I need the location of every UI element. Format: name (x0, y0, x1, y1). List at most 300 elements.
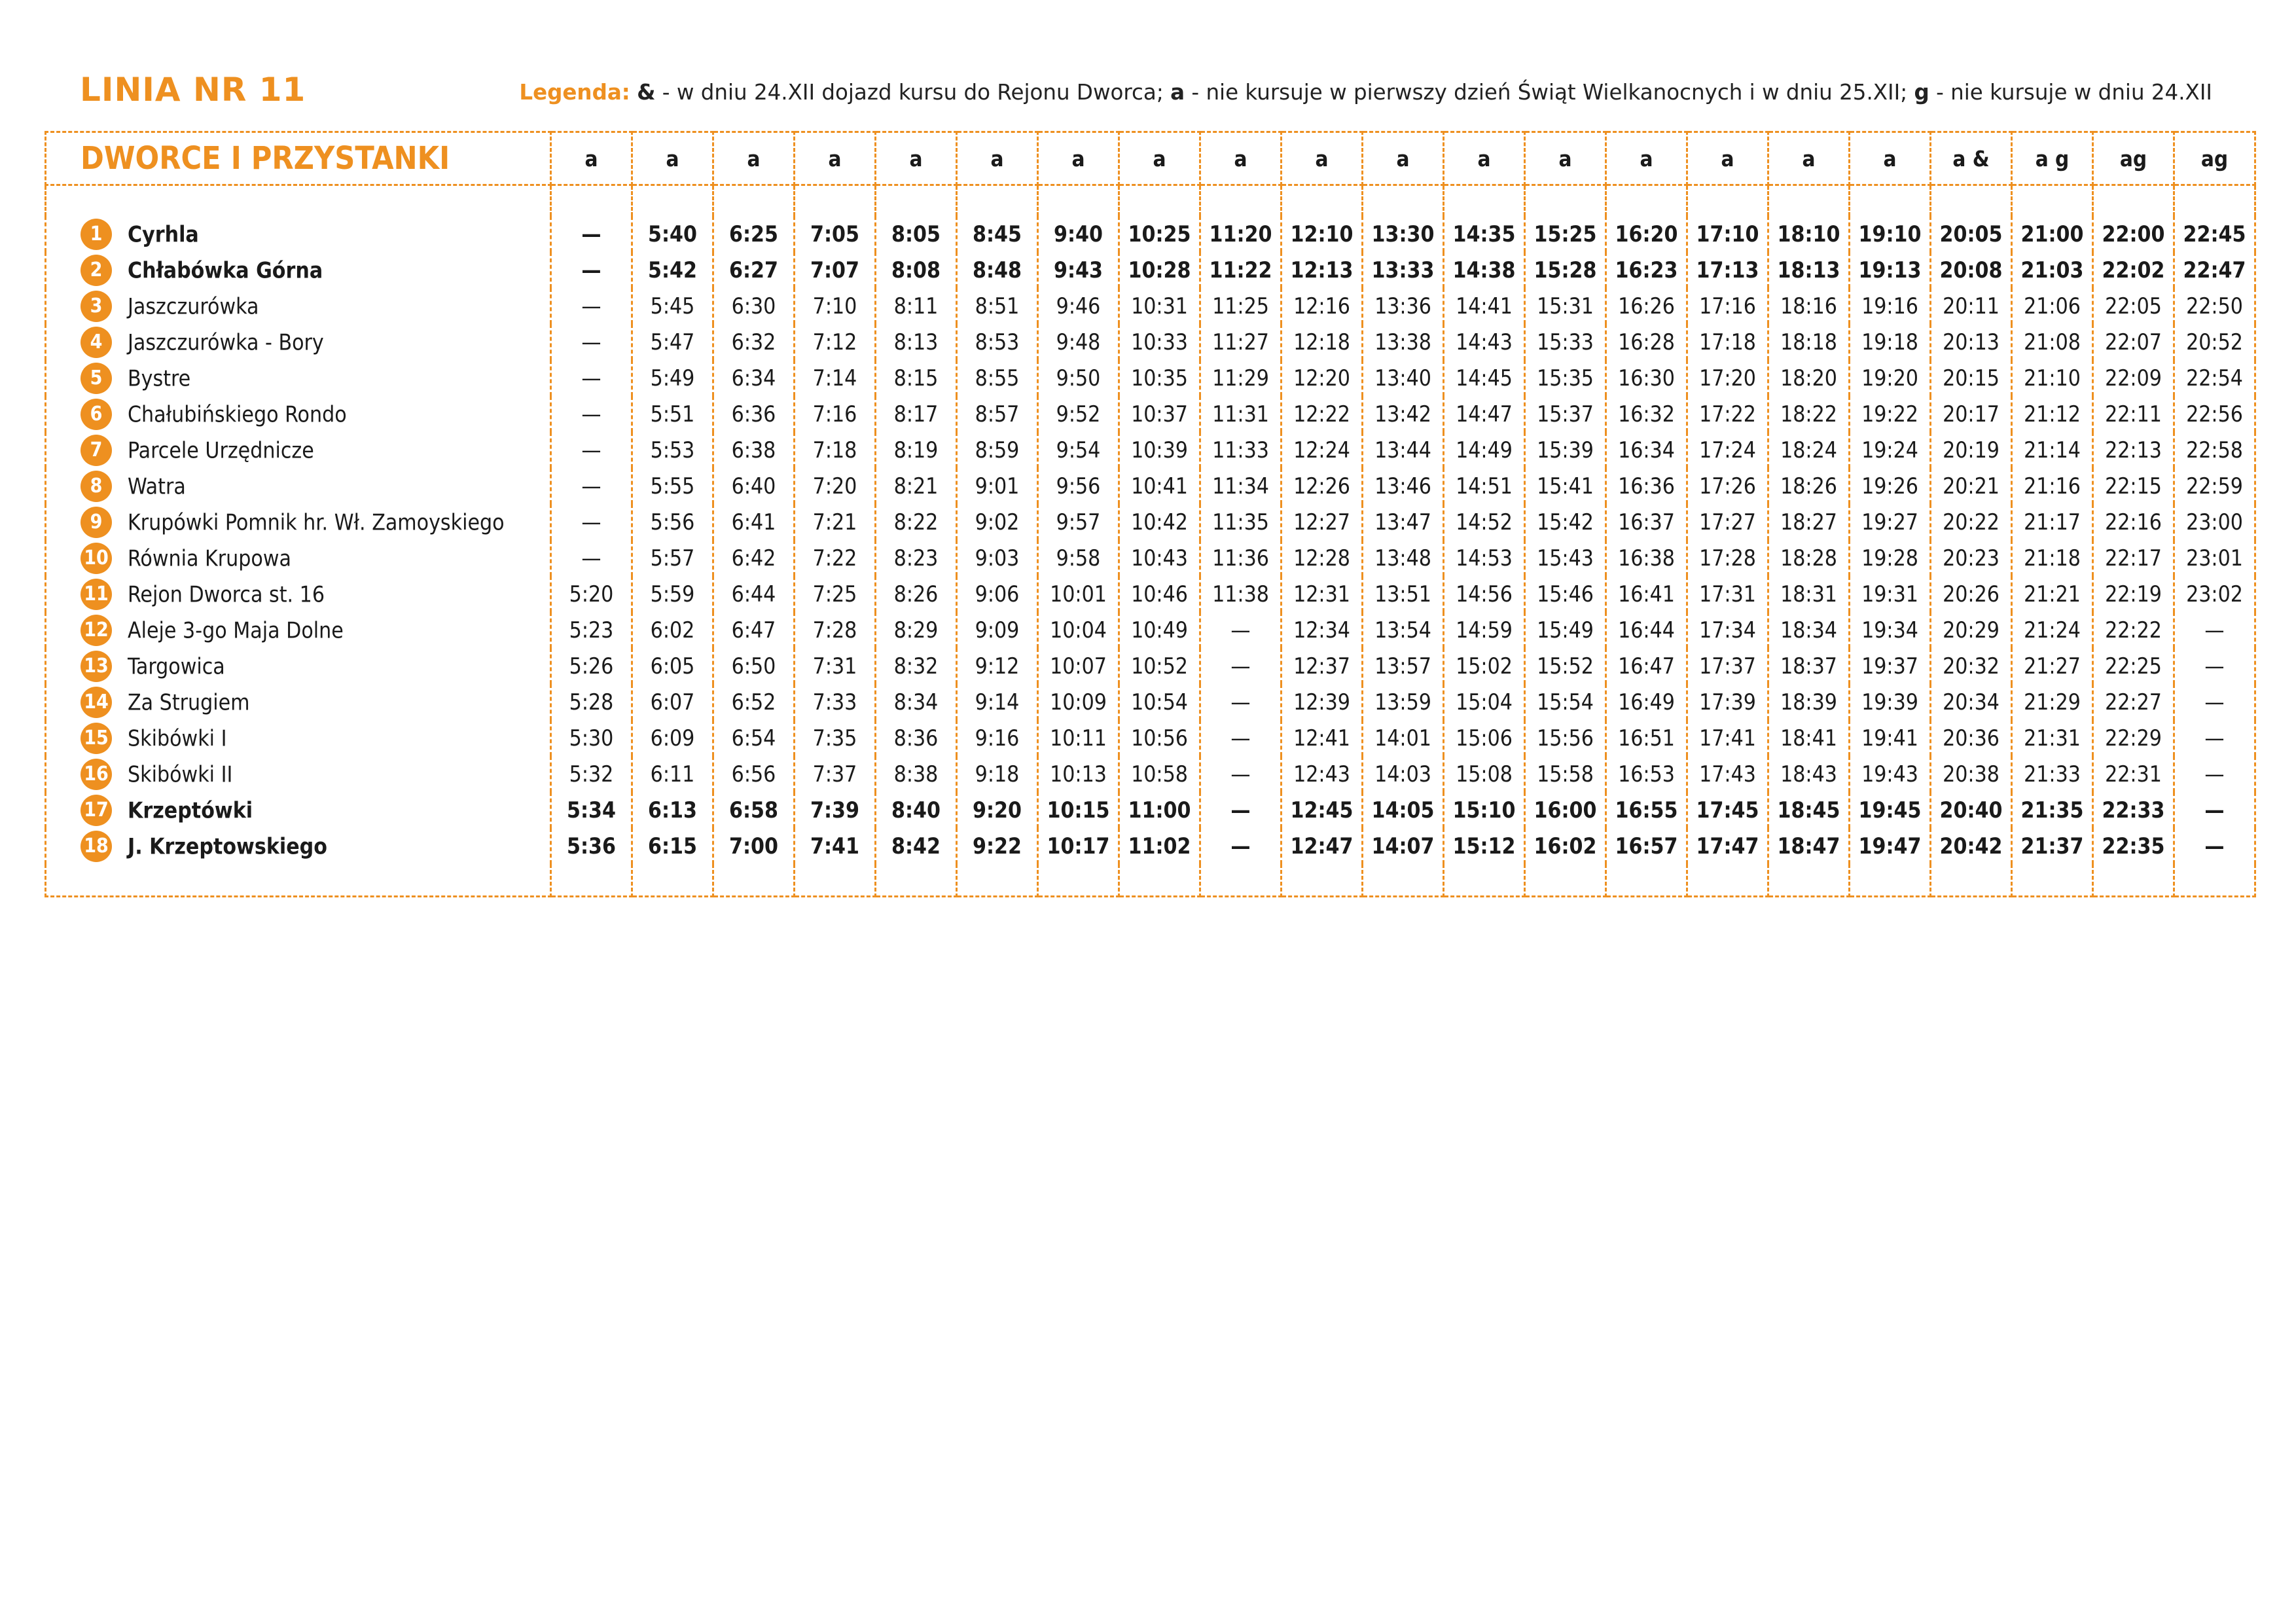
departure-time: 8:34 (876, 684, 957, 720)
departure-time: 6:47 (713, 612, 795, 648)
departure-time: 8:53 (957, 324, 1038, 360)
departure-time: 22:07 (2093, 324, 2174, 360)
departure-time: 17:39 (1687, 684, 1768, 720)
stop-number-badge: 18 (81, 831, 112, 862)
departure-time: 22:02 (2093, 252, 2174, 288)
departure-time: — (1200, 720, 1282, 756)
departure-time: 19:13 (1850, 252, 1931, 288)
stop-name: Skibówki II (128, 761, 233, 787)
departure-time: 13:36 (1363, 288, 1444, 324)
empty-cell (1038, 185, 1119, 217)
departure-time: 6:09 (632, 720, 713, 756)
stop-cell (46, 576, 551, 612)
empty-cell (1282, 185, 1363, 217)
departure-time: 15:33 (1525, 324, 1606, 360)
departure-time: 22:50 (2174, 288, 2255, 324)
stop-number-badge: 7 (81, 435, 112, 466)
departure-time: 7:25 (795, 576, 876, 612)
stop-cell (46, 396, 551, 432)
departure-time: 22:22 (2093, 612, 2174, 648)
stop-name: Bystre (128, 365, 191, 391)
departure-time: 8:32 (876, 648, 957, 684)
departure-time: 18:20 (1768, 360, 1850, 396)
departure-time: 13:40 (1363, 360, 1444, 396)
legend-text: - nie kursuje w pierwszy dzień Świąt Wielkanocnych i w dniu 25.XII; (1185, 80, 1914, 105)
departure-time: 20:23 (1931, 540, 2012, 576)
departure-time: 18:34 (1768, 612, 1850, 648)
empty-cell (46, 185, 551, 217)
departure-time: 22:19 (2093, 576, 2174, 612)
stop-number-badge: 14 (81, 687, 112, 718)
table-row (46, 756, 2255, 792)
departure-time: 9:56 (1038, 468, 1119, 504)
departure-time: 10:52 (1119, 648, 1200, 684)
departure-time: 11:27 (1200, 324, 1282, 360)
departure-time: — (1200, 756, 1282, 792)
departure-time: 17:10 (1687, 216, 1768, 252)
departure-time: 19:43 (1850, 756, 1931, 792)
departure-time: 9:52 (1038, 396, 1119, 432)
departure-time: 22:16 (2093, 504, 2174, 540)
departure-time: 15:08 (1444, 756, 1525, 792)
departure-time: 12:27 (1282, 504, 1363, 540)
departure-time: 21:37 (2012, 828, 2093, 864)
departure-time: 5:49 (632, 360, 713, 396)
departure-time: — (1200, 612, 1282, 648)
departure-time: 13:48 (1363, 540, 1444, 576)
course-header: a g (2012, 132, 2093, 185)
departure-time: 22:56 (2174, 396, 2255, 432)
empty-cell (1606, 185, 1687, 217)
departure-time: 10:43 (1119, 540, 1200, 576)
departure-time: 19:45 (1850, 792, 1931, 828)
departure-time: 8:23 (876, 540, 957, 576)
departure-time: 21:00 (2012, 216, 2093, 252)
empty-cell (632, 185, 713, 217)
departure-time: 8:21 (876, 468, 957, 504)
departure-time: 22:54 (2174, 360, 2255, 396)
departure-time: 6:36 (713, 396, 795, 432)
departure-time: 12:18 (1282, 324, 1363, 360)
empty-cell (713, 185, 795, 217)
departure-time: 22:11 (2093, 396, 2174, 432)
departure-time: 16:00 (1525, 792, 1606, 828)
departure-time: 16:20 (1606, 216, 1687, 252)
departure-time: — (551, 468, 632, 504)
departure-time: 10:58 (1119, 756, 1200, 792)
departure-time: 21:29 (2012, 684, 2093, 720)
departure-time: 10:13 (1038, 756, 1119, 792)
course-header: a (1606, 132, 1687, 185)
departure-time: 19:22 (1850, 396, 1931, 432)
departure-time: 10:54 (1119, 684, 1200, 720)
departure-time: 13:59 (1363, 684, 1444, 720)
departure-time: 7:33 (795, 684, 876, 720)
stop-name: Krupówki Pomnik hr. Wł. Zamoyskiego (128, 509, 505, 535)
stop-name: Parcele Urzędnicze (128, 437, 314, 463)
departure-time: 16:26 (1606, 288, 1687, 324)
empty-cell (2093, 864, 2174, 897)
departure-time: 15:25 (1525, 216, 1606, 252)
departure-time: 18:41 (1768, 720, 1850, 756)
departure-time: 8:57 (957, 396, 1038, 432)
stop-name: Skibówki I (128, 725, 227, 751)
table-row (46, 504, 2255, 540)
departure-time: 9:06 (957, 576, 1038, 612)
course-header: ag (2174, 132, 2255, 185)
departure-time: 8:51 (957, 288, 1038, 324)
departure-time: 9:09 (957, 612, 1038, 648)
departure-time: 12:47 (1282, 828, 1363, 864)
departure-time: 21:17 (2012, 504, 2093, 540)
stop-number-badge: 11 (81, 579, 112, 610)
departure-time: 14:49 (1444, 432, 1525, 468)
departure-time: 17:28 (1687, 540, 1768, 576)
departure-time: 8:26 (876, 576, 957, 612)
departure-time: — (2174, 648, 2255, 684)
departure-time: 6:34 (713, 360, 795, 396)
course-header: a (713, 132, 795, 185)
departure-time: 7:16 (795, 396, 876, 432)
departure-time: 22:05 (2093, 288, 2174, 324)
departure-time: 11:20 (1200, 216, 1282, 252)
departure-time: 7:20 (795, 468, 876, 504)
departure-time: 22:58 (2174, 432, 2255, 468)
departure-time: 15:58 (1525, 756, 1606, 792)
table-row (46, 288, 2255, 324)
departure-time: 19:18 (1850, 324, 1931, 360)
table-row (46, 432, 2255, 468)
table-row (46, 216, 2255, 252)
course-header: a (632, 132, 713, 185)
departure-time: 20:22 (1931, 504, 2012, 540)
departure-time: 14:35 (1444, 216, 1525, 252)
stop-cell (46, 504, 551, 540)
departure-time: 6:07 (632, 684, 713, 720)
departure-time: 17:31 (1687, 576, 1768, 612)
departure-time: 15:35 (1525, 360, 1606, 396)
departure-time: 19:39 (1850, 684, 1931, 720)
departure-time: 22:00 (2093, 216, 2174, 252)
departure-time: 5:23 (551, 612, 632, 648)
departure-time: 6:32 (713, 324, 795, 360)
departure-time: — (2174, 792, 2255, 828)
empty-cell (2174, 864, 2255, 897)
departure-time: 12:41 (1282, 720, 1363, 756)
departure-time: 10:46 (1119, 576, 1200, 612)
departure-time: 12:37 (1282, 648, 1363, 684)
departure-time: 5:32 (551, 756, 632, 792)
table-row (46, 828, 2255, 864)
departure-time: 9:02 (957, 504, 1038, 540)
stop-cell (46, 828, 551, 864)
empty-cell (1850, 864, 1931, 897)
departure-time: 6:54 (713, 720, 795, 756)
departure-time: 9:22 (957, 828, 1038, 864)
empty-cell (1119, 864, 1200, 897)
stop-number-badge: 1 (81, 219, 112, 250)
course-header: a (1119, 132, 1200, 185)
legend-symbol: a (1170, 80, 1185, 105)
departure-time: 8:15 (876, 360, 957, 396)
departure-time: 12:39 (1282, 684, 1363, 720)
departure-time: 8:19 (876, 432, 957, 468)
line-title: LINIA NR 11 (80, 71, 306, 109)
departure-time: 14:01 (1363, 720, 1444, 756)
departure-time: 23:00 (2174, 504, 2255, 540)
empty-cell (876, 864, 957, 897)
empty-cell (1687, 185, 1768, 217)
departure-time: 16:51 (1606, 720, 1687, 756)
departure-time: 5:26 (551, 648, 632, 684)
departure-time: 18:16 (1768, 288, 1850, 324)
departure-time: 20:32 (1931, 648, 2012, 684)
stop-cell (46, 792, 551, 828)
departure-time: 15:42 (1525, 504, 1606, 540)
departure-time: 15:12 (1444, 828, 1525, 864)
departure-time: 16:57 (1606, 828, 1687, 864)
empty-cell (1606, 864, 1687, 897)
departure-time: 9:48 (1038, 324, 1119, 360)
departure-time: 6:56 (713, 756, 795, 792)
course-header: a (1200, 132, 1282, 185)
departure-time: — (1200, 828, 1282, 864)
departure-time: 21:21 (2012, 576, 2093, 612)
departure-time: 10:28 (1119, 252, 1200, 288)
course-header: a (1038, 132, 1119, 185)
departure-time: 8:42 (876, 828, 957, 864)
departure-time: 14:59 (1444, 612, 1525, 648)
departure-time: 9:40 (1038, 216, 1119, 252)
departure-time: 5:45 (632, 288, 713, 324)
departure-time: 5:42 (632, 252, 713, 288)
departure-time: 5:56 (632, 504, 713, 540)
departure-time: 8:59 (957, 432, 1038, 468)
departure-time: 5:51 (632, 396, 713, 432)
stop-number-badge: 15 (81, 723, 112, 754)
departure-time: 17:41 (1687, 720, 1768, 756)
departure-time: 7:05 (795, 216, 876, 252)
departure-time: 21:33 (2012, 756, 2093, 792)
departure-time: 21:31 (2012, 720, 2093, 756)
legend-text: - nie kursuje w dniu 24.XII (1929, 80, 2212, 105)
course-header: a (1444, 132, 1525, 185)
departure-time: 16:55 (1606, 792, 1687, 828)
departure-time: 5:30 (551, 720, 632, 756)
departure-time: 15:52 (1525, 648, 1606, 684)
departure-time: 6:44 (713, 576, 795, 612)
departure-time: — (551, 360, 632, 396)
departure-time: 10:09 (1038, 684, 1119, 720)
departure-time: 5:36 (551, 828, 632, 864)
empty-cell (1363, 185, 1444, 217)
stop-cell (46, 468, 551, 504)
departure-time: 19:41 (1850, 720, 1931, 756)
departure-time: 21:14 (2012, 432, 2093, 468)
stop-number-badge: 8 (81, 471, 112, 502)
departure-time: — (2174, 756, 2255, 792)
departure-time: 18:45 (1768, 792, 1850, 828)
course-header: ag (2093, 132, 2174, 185)
departure-time: 10:01 (1038, 576, 1119, 612)
table-row (46, 360, 2255, 396)
departure-time: 13:51 (1363, 576, 1444, 612)
departure-time: 16:36 (1606, 468, 1687, 504)
departure-time: 12:28 (1282, 540, 1363, 576)
departure-time: 20:40 (1931, 792, 2012, 828)
departure-time: 11:02 (1119, 828, 1200, 864)
legend-label: Legenda: (519, 80, 630, 105)
table-row (46, 792, 2255, 828)
departure-time: 21:35 (2012, 792, 2093, 828)
departure-time: 10:15 (1038, 792, 1119, 828)
departure-time: 15:06 (1444, 720, 1525, 756)
departure-time: 12:10 (1282, 216, 1363, 252)
departure-time: 20:15 (1931, 360, 2012, 396)
departure-time: 11:36 (1200, 540, 1282, 576)
departure-time: 13:47 (1363, 504, 1444, 540)
legend (519, 80, 2212, 105)
stop-number-badge: 10 (81, 543, 112, 574)
stop-cell (46, 360, 551, 396)
departure-time: 9:12 (957, 648, 1038, 684)
departure-time: 10:17 (1038, 828, 1119, 864)
timetable-header-row (46, 132, 2255, 185)
departure-time: 16:53 (1606, 756, 1687, 792)
empty-cell (1200, 185, 1282, 217)
departure-time: 12:26 (1282, 468, 1363, 504)
departure-time: 5:53 (632, 432, 713, 468)
departure-time: 16:47 (1606, 648, 1687, 684)
departure-time: 7:22 (795, 540, 876, 576)
departure-time: 21:24 (2012, 612, 2093, 648)
departure-time: — (2174, 828, 2255, 864)
table-row (46, 576, 2255, 612)
departure-time: 22:29 (2093, 720, 2174, 756)
table-row (46, 396, 2255, 432)
departure-time: 9:46 (1038, 288, 1119, 324)
departure-time: 18:22 (1768, 396, 1850, 432)
departure-time: 6:25 (713, 216, 795, 252)
empty-cell (551, 864, 632, 897)
departure-time: 6:13 (632, 792, 713, 828)
departure-time: — (551, 324, 632, 360)
empty-cell (1444, 864, 1525, 897)
stop-name: Rejon Dworca st. 16 (128, 581, 325, 607)
stop-name: Jaszczurówka - Bory (128, 329, 324, 355)
empty-cell (1200, 864, 1282, 897)
departure-time: 17:18 (1687, 324, 1768, 360)
departure-time: 17:43 (1687, 756, 1768, 792)
departure-time: 21:08 (2012, 324, 2093, 360)
departure-time: 7:12 (795, 324, 876, 360)
legend-symbol: & (637, 80, 656, 105)
departure-time: 21:06 (2012, 288, 2093, 324)
departure-time: 12:45 (1282, 792, 1363, 828)
departure-time: 14:41 (1444, 288, 1525, 324)
departure-time: 10:33 (1119, 324, 1200, 360)
departure-time: 5:40 (632, 216, 713, 252)
departure-time: 16:49 (1606, 684, 1687, 720)
departure-time: 16:23 (1606, 252, 1687, 288)
empty-cell (795, 185, 876, 217)
departure-time: 16:38 (1606, 540, 1687, 576)
departure-time: 10:11 (1038, 720, 1119, 756)
departure-time: 7:37 (795, 756, 876, 792)
departure-time: 10:07 (1038, 648, 1119, 684)
departure-time: 8:22 (876, 504, 957, 540)
stop-name: Chłabówka Górna (128, 257, 323, 283)
departure-time: 7:31 (795, 648, 876, 684)
departure-time: 8:36 (876, 720, 957, 756)
departure-time: 13:38 (1363, 324, 1444, 360)
departure-time: 20:36 (1931, 720, 2012, 756)
timetable (45, 131, 2256, 897)
stop-name: Równia Krupowa (128, 545, 291, 571)
stop-number-badge: 4 (81, 327, 112, 358)
departure-time: 6:42 (713, 540, 795, 576)
departure-time: 19:34 (1850, 612, 1931, 648)
departure-time: 18:31 (1768, 576, 1850, 612)
empty-cell (2174, 185, 2255, 217)
departure-time: 19:37 (1850, 648, 1931, 684)
departure-time: 14:43 (1444, 324, 1525, 360)
departure-time: 15:56 (1525, 720, 1606, 756)
departure-time: 20:17 (1931, 396, 2012, 432)
legend-symbol: g (1914, 80, 1929, 105)
departure-time: 10:31 (1119, 288, 1200, 324)
departure-time: 17:13 (1687, 252, 1768, 288)
departure-time: 8:29 (876, 612, 957, 648)
departure-time: 22:15 (2093, 468, 2174, 504)
departure-time: 7:14 (795, 360, 876, 396)
departure-time: 8:38 (876, 756, 957, 792)
departure-time: 22:35 (2093, 828, 2174, 864)
departure-time: 13:46 (1363, 468, 1444, 504)
departure-time: 18:10 (1768, 216, 1850, 252)
departure-time: 15:02 (1444, 648, 1525, 684)
departure-time: 12:34 (1282, 612, 1363, 648)
departure-time: 7:00 (713, 828, 795, 864)
departure-time: 10:25 (1119, 216, 1200, 252)
departure-time: 11:22 (1200, 252, 1282, 288)
departure-time: 20:52 (2174, 324, 2255, 360)
departure-time: 22:13 (2093, 432, 2174, 468)
spacer-row (46, 185, 2255, 217)
departure-time: 20:29 (1931, 612, 2012, 648)
departure-time: 7:07 (795, 252, 876, 288)
course-header: a (795, 132, 876, 185)
departure-time: 11:25 (1200, 288, 1282, 324)
departure-time: 15:41 (1525, 468, 1606, 504)
departure-time: 17:34 (1687, 612, 1768, 648)
departure-time: 22:31 (2093, 756, 2174, 792)
departure-time: 13:30 (1363, 216, 1444, 252)
empty-cell (632, 864, 713, 897)
departure-time: 9:03 (957, 540, 1038, 576)
tail-row (46, 864, 2255, 897)
table-row (46, 612, 2255, 648)
departure-time: 22:17 (2093, 540, 2174, 576)
departure-time: 10:04 (1038, 612, 1119, 648)
departure-time: 12:31 (1282, 576, 1363, 612)
departure-time: 11:33 (1200, 432, 1282, 468)
departure-time: 5:57 (632, 540, 713, 576)
departure-time: — (551, 432, 632, 468)
departure-time: 5:28 (551, 684, 632, 720)
departure-time: 8:48 (957, 252, 1038, 288)
stop-cell (46, 288, 551, 324)
